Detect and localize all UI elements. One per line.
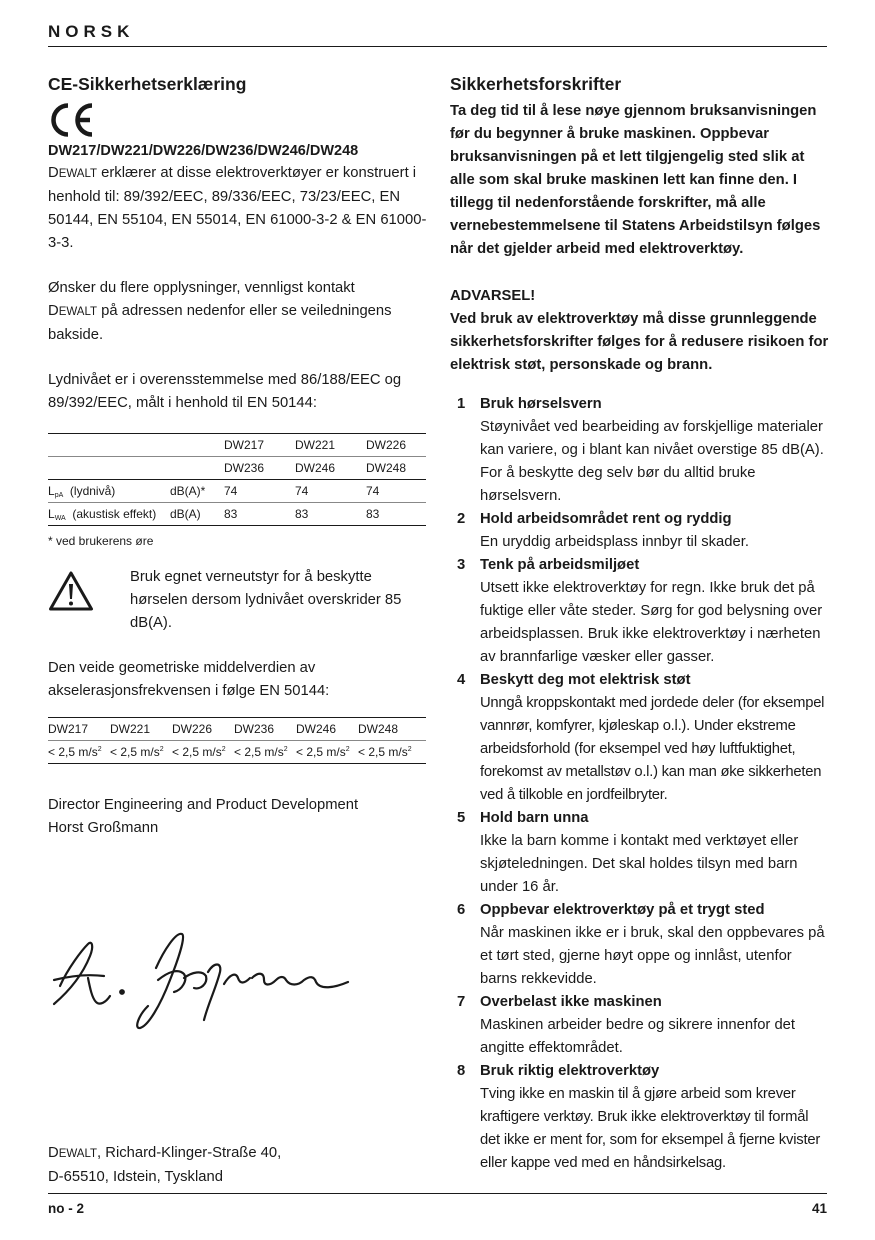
sound-intro: Lydnivået er i overensstemmelse med 86/188/EEC og 89/392/EEC, målt i henhold til EN 50144:	[48, 372, 402, 411]
safety-rules-list	[450, 393, 830, 1175]
table-row: < 2,5 $m/s^2$ < 2,5 $m/s^2$ < 2,5 $m/s^2$ < 2,5 $m/s^2$ < 2,5 $m/s^2$ < 2,5 $m/s^2$	[48, 741, 426, 764]
list-item: 1 Bruk hørselsvern Støynivået ved bearbeiding av forskjellige materialer kan variere, og i blant kan nivået overstige 85 dB(A). For å beskytte deg selv bør du alltid bruke hørselsvern.	[457, 396, 824, 504]
declaration-text: DEWALT erklærer at disse elektroverktøyer er konstruert i henhold til: 89/392/EEC, 89/336/EEC, 73/23/EEC, EN 50144, EN 55104, EN 55014, EN 61000-3-2 & EN 61000-3-3.	[48, 165, 427, 251]
left-column	[48, 72, 433, 840]
right-column	[450, 72, 830, 1175]
list-item: 6 Oppbevar elektroverktøy på et trygt sted Når maskinen ikke er i bruk, skal den oppbevares på et tørt sted, gjerne høyt oppe og innlåst, utenfor barns rekkevidde.	[457, 902, 825, 987]
model-list: DW217/DW221/DW226/DW236/DW246/DW248	[48, 143, 359, 159]
list-item: 3 Tenk på arbeidsmiljøet Utsett ikke elektroverktøy for regn. Ikke bruk det på fuktige eller våte steder. Sørg for god belysning over arbeidsplassen. Bruk ikke elektroverktøy i nærheten av brannfarlige væsker eller gasser.	[457, 557, 823, 665]
safety-title: Sikkerhetsforskrifter	[450, 74, 622, 94]
table-row: $L_{pA}$ (lydnivå) dB(A)* 74 74 74	[48, 480, 426, 503]
contact-text: Ønsker du flere opplysninger, vennligst kontakt DEWALT på adressen nedenfor eller se veiledningens bakside.	[48, 280, 392, 343]
acceleration-intro: Den veide geometriske middelverdien av akselerasjonsfrekvensen i følge EN 50144:	[48, 660, 330, 699]
acceleration-table	[48, 717, 426, 764]
sound-level-table	[48, 433, 426, 526]
language-header: NORSK	[48, 22, 135, 41]
page-label: no - 2	[48, 1201, 84, 1216]
list-item: 8 Bruk riktig elektroverktøy Tving ikke en maskin til å gjøre arbeid som krever kraftigere verktøy. Bruk ikke elektroverktøy til formål det ikke er ment for, som for eksempel å fjerne kvister eller kappe ved med en håndsirkelsag.	[457, 1063, 821, 1171]
manufacturer-address	[48, 1142, 433, 1189]
list-item: 7 Overbelast ikke maskinen Maskinen arbeider bedre og sikrere innenfor det angitte effektområdet.	[457, 994, 796, 1056]
list-item: 4 Beskytt deg mot elektrisk støt Unngå kroppskontakt med jordede deler (for eksempel vannrør, komfyrer, kjøleskap o.l.). Under ekstreme arbeidsforhold (for eksempel ved høy luftfuktighet, forekomst av metallstøv o.l.) kan man øke sikkerheten ved å tilkoble en jordfeilbryter.	[457, 672, 825, 803]
page-number: 41	[811, 1201, 827, 1216]
sound-footnote: * ved brukerens øre	[48, 534, 154, 548]
hearing-warning-text: Bruk egnet verneutstyr for å beskytte hørselen dersom lydnivået overskrider 85 dB(A).	[130, 569, 402, 631]
address-line-1: DEWALT, Richard-Klinger-Straße 40,	[48, 1145, 282, 1161]
ce-mark-icon	[48, 102, 433, 138]
table-row: $L_{WA}$ (akustisk effekt) dB(A) 83 83 83	[48, 503, 426, 526]
address-line-2: D-65510, Idstein, Tyskland	[48, 1169, 223, 1185]
hearing-warning	[48, 566, 433, 635]
list-item: 2 Hold arbeidsområdet rent og ryddig En uryddig arbeidsplass innbyr til skader.	[457, 511, 749, 550]
footer-rule	[48, 1193, 827, 1194]
warning-triangle-icon	[48, 566, 130, 635]
table-row: DW236 DW246 DW248	[48, 457, 426, 480]
list-item: 5 Hold barn unna Ikke la barn komme i kontakt med verktøyet eller skjøteledningen. Det skal holdes tilsyn med barn under 16 år.	[457, 810, 799, 895]
header-rule	[48, 46, 827, 47]
table-row: DW217 DW221 DW226	[48, 434, 426, 457]
signer-title: Director Engineering and Product Development	[48, 797, 359, 813]
signer-name: Horst Großmann	[48, 820, 159, 836]
ce-declaration-title: CE-Sikkerhetserklæring	[48, 74, 247, 94]
signature-image	[48, 928, 368, 1038]
warning-heading: ADVARSEL!	[450, 288, 536, 304]
table-row: DW217 DW221 DW226 DW236 DW246 DW248	[48, 718, 426, 741]
safety-intro: Ta deg tid til å lese nøye gjennom bruksanvisningen før du begynner å bruke maskinen. Oppbevar bruksanvisningen på et lett tilgjengelig sted slik at alle som skal bruke maskinen lett kan finne den. I tillegg til nedenforstående forskrifter, må alle vernebestemmelsene til Statens Arbeidstilsyn følges når det gjelder arbeid med elektroverktøy.	[450, 103, 821, 257]
warning-text: Ved bruk av elektroverktøy må disse grunnleggende sikkerhetsforskrifter følges for å redusere risikoen for elektrisk støt, personskade og brann.	[450, 311, 829, 373]
